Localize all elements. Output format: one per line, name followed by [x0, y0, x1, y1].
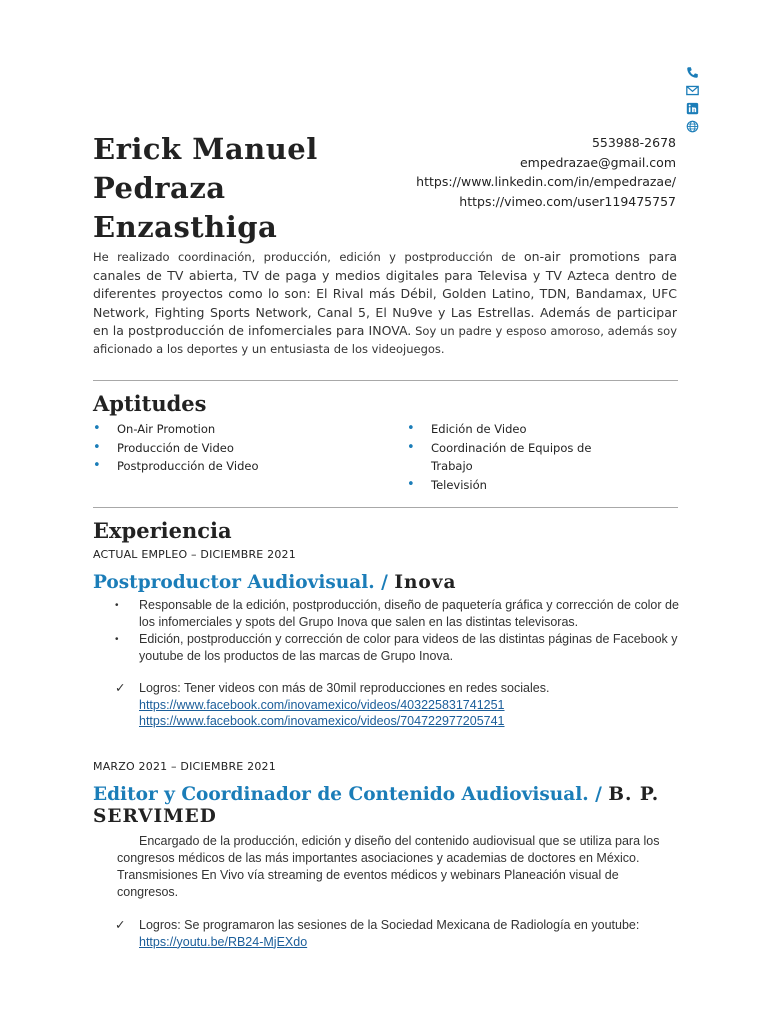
- skills-heading: Aptitudes: [93, 391, 207, 416]
- divider: [93, 507, 678, 508]
- achievement-text: Logros: Se programaron las sesiones de la Sociedad Mexicana de Radiología en youtube:: [139, 918, 640, 932]
- job-title: [93, 572, 683, 594]
- achievement-link[interactable]: https://www.facebook.com/inovamexico/videos/403225831741251: [139, 697, 505, 712]
- email-icon: [686, 84, 699, 97]
- phone-number: 553988-2678: [591, 135, 676, 150]
- name-line-1: Erick Manuel: [93, 132, 318, 166]
- skill-item: • Coordinación de Equipos de Trabajo: [407, 439, 607, 476]
- summary-part-1: He realizado coordinación, producción, edición y postproducción de: [93, 250, 525, 264]
- profile-summary: [93, 248, 677, 358]
- divider: [93, 380, 678, 381]
- linkedin-url[interactable]: https://www.linkedin.com/in/empedrazae/: [416, 174, 676, 189]
- summary-part-3: Soy un padre y esposo amoroso, además soy aficionado a los deportes y un entusiasta de los videojuegos.: [93, 324, 678, 356]
- check-icon: ✓: [115, 918, 126, 932]
- skill-item: • Postproducción de Video: [93, 457, 323, 476]
- email-address[interactable]: empedrazae@gmail.com: [519, 154, 676, 170]
- person-name: [93, 130, 393, 247]
- job-date: ACTUAL EMPLEO – DICIEMBRE 2021: [93, 548, 296, 561]
- linkedin-icon: [686, 102, 699, 115]
- achievement-text: Logros: Tener videos con más de 30mil reproducciones en redes sociales.: [139, 681, 550, 695]
- name-line-3: Enzasthiga: [93, 210, 278, 244]
- job-bullet: • Edición, postproducción y corrección de color para videos de las distintas páginas de Facebook y youtube de los productos de las marcas de Grupo Inova.: [115, 631, 685, 665]
- skill-item: • Edición de Video: [407, 420, 607, 439]
- job-company: Inova: [394, 572, 457, 593]
- job-achievement: [115, 680, 675, 730]
- name-line-2: Pedraza: [93, 171, 226, 205]
- achievement-link[interactable]: https://www.facebook.com/inovamexico/videos/704722977205741: [139, 714, 505, 728]
- contact-info: [416, 133, 676, 211]
- skill-item: • On-Air Promotion: [93, 420, 323, 439]
- job-date: MARZO 2021 – DICIEMBRE 2021: [93, 760, 276, 773]
- job-bullets: [115, 597, 685, 665]
- summary-part-2: on-air promotions para canales de TV abierta, TV de paga y medios digitales para Televisa y TV Azteca dentro de diferentes proyectos como lo son: El Rival más Débil, Golden Latino, TDN, Bandamax, UFC Network, Fighting Sports Network, Canal 5, El Nu9ve y Las Estrellas. Además de participar en la postproducción de infomerciales para INOVA.: [93, 249, 677, 338]
- check-icon: ✓: [115, 681, 126, 695]
- vimeo-url[interactable]: https://vimeo.com/user119475757: [459, 193, 676, 209]
- achievement-link[interactable]: https://youtu.be/RB24-MjEXdo: [139, 934, 308, 949]
- skill-item: • Producción de Video: [93, 439, 323, 458]
- job-role: Editor y Coordinador de Contenido Audiovisual. /: [93, 784, 609, 805]
- skills-list-left: [93, 420, 323, 476]
- contact-icons: [686, 66, 700, 138]
- job-role: Postproductor Audiovisual. /: [93, 572, 395, 593]
- job-achievement: [115, 917, 675, 950]
- skills-list-right: [407, 420, 607, 494]
- phone-icon: [686, 66, 699, 79]
- job-description: Encargado de la producción, edición y diseño del contenido audiovisual que se utiliza para los congresos médicos de las más importantes asociaciones y academias de doctores en México. Transmisiones En Vivo vía streaming de eventos médicos y webinars Planeación visual de congresos.: [117, 834, 660, 899]
- experience-heading: Experiencia: [93, 518, 232, 543]
- skill-item: • Televisión: [407, 476, 607, 495]
- job-title: [93, 784, 683, 828]
- globe-icon: [686, 120, 699, 133]
- job-bullet: • Responsable de la edición, postproducción, diseño de paquetería gráfica y corrección de color de los infomerciales y spots del Grupo Inova que salen en las distintas televisoras.: [115, 597, 685, 631]
- job-company: B. P. SERVIMED: [93, 784, 660, 827]
